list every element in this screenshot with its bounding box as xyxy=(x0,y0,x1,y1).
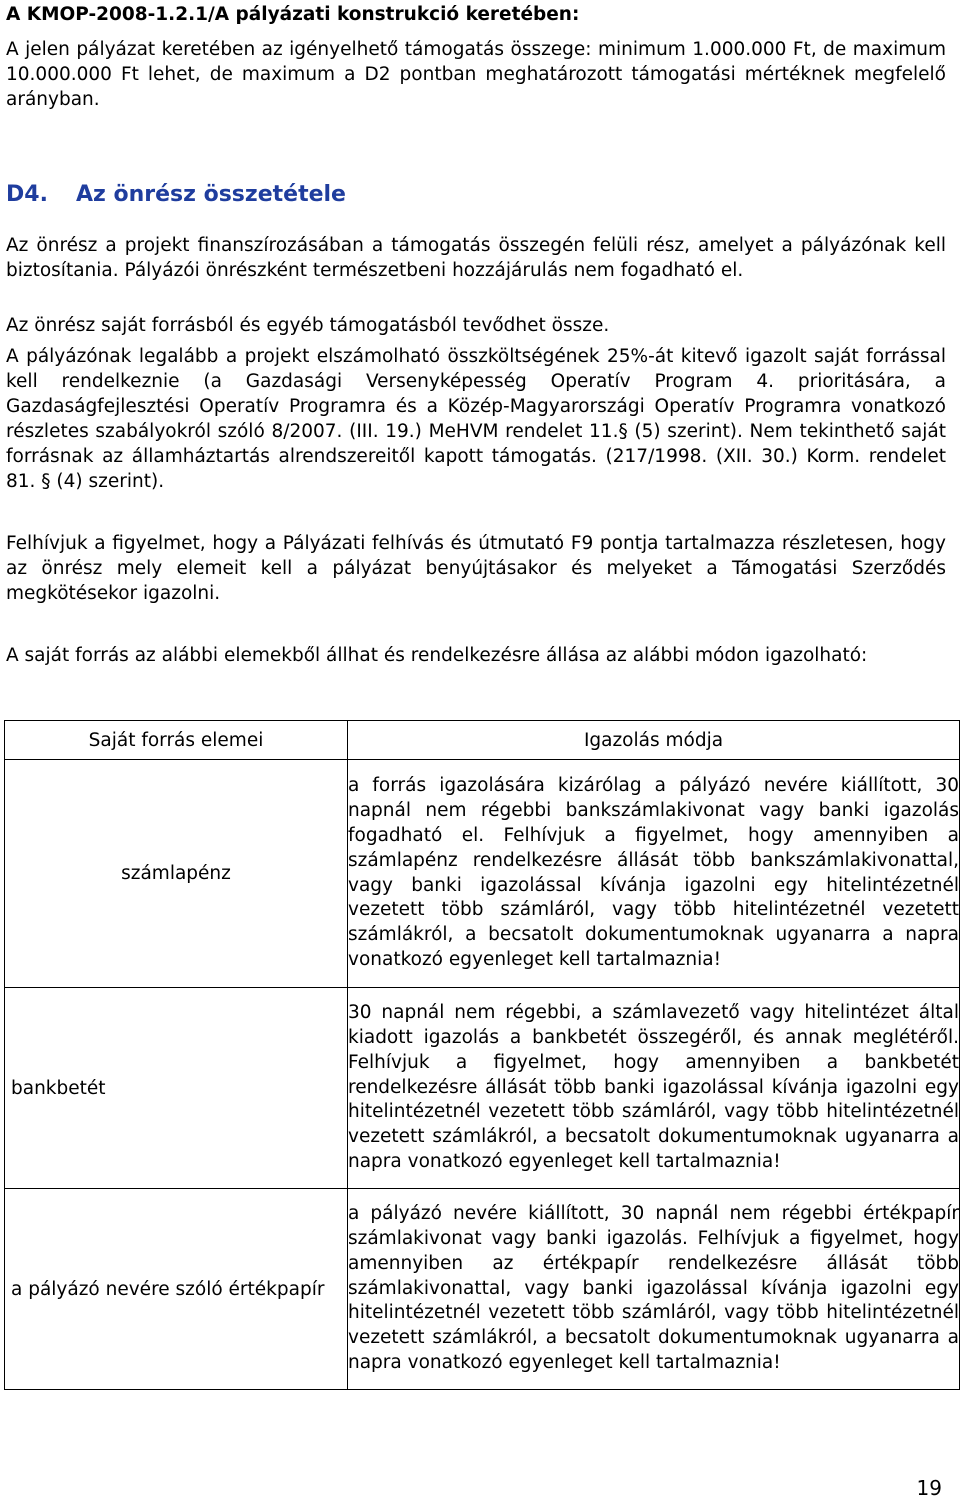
paragraph-requirement: A pályázónak legalább a projekt elszámolható összköltségének 25%-át kitevő igazolt saját forrással kell rendelkeznie (a Gazdasági Versenyképesség Operatív Program 4. prioritására, a Gazdaságfejlesztési Operatív Programra és a Közép-Magyarországi Operatív Programra vonatkozó részletes szabályokról szóló 8/2007. (III. 19.) MeHVM rendelet 11.§ (5) szerint). Nem tekinthető saját forrásnak az államháztartás alrendszereitől kapott támogatás. (217/1998. (XII. 30.) Korm. rendelet 81. § (4) szerint). xyxy=(6,346,946,492)
table-cell-element: bankbetét xyxy=(5,988,348,1189)
table-header-proof: Igazolás módja xyxy=(348,721,960,760)
paragraph-table-intro: A saját forrás az alábbi elemekből állhat és rendelkezésre állása az alábbi módon igazolható: xyxy=(6,645,868,666)
table-row xyxy=(5,1189,960,1390)
own-source-table xyxy=(4,720,960,1390)
table-cell-element: a pályázó nevére szóló értékpapír xyxy=(5,1189,348,1390)
paragraph-notice: Felhívjuk a figyelmet, hogy a Pályázati felhívás és útmutató F9 pontja tartalmazza részletesen, hogy az önrész mely elemeit kell a pályázat benyújtásakor és melyeket a Támogatási Szerződés megkötésekor igazolni. xyxy=(6,533,946,604)
section-title: Az önrész összetétele xyxy=(76,182,346,207)
page-number: 19 xyxy=(916,1476,942,1500)
table-cell-proof: a forrás igazolására kizárólag a pályázó nevére kiállított, 30 napnál nem régebbi bankszámlakivonat vagy banki igazolás fogadható el. Felhívjuk a figyelmet, hogy amennyiben a számlapénz rendelkezésre állását több bankszámlakivonattal, vagy banki igazolással kívánja igazolni egy hitelintézetnél vezetett több számláról, vagy több hitelintézetnél vezetett számlákról, a becsatolt dokumentumoknak ugyanarra a napra vonatkozó egyenleget kell tartalmaznia! xyxy=(348,760,960,988)
paragraph-definition: Az önrész a projekt finanszírozásában a támogatás összegén felüli rész, amelyet a pályázónak kell biztosítania. Pályázói önrészként természetbeni hozzájárulás nem fogadható el. xyxy=(6,235,946,281)
section-heading xyxy=(6,180,346,210)
table-header-row xyxy=(5,721,960,760)
table-cell-proof: 30 napnál nem régebbi, a számlavezető vagy hitelintézet által kiadott igazolás a bankbetét összegéről, és annak meglétéről. Felhívjuk a figyelmet, hogy amennyiben a bankbetét rendelkezésre állását több banki igazolással kívánja igazolni egy hitelintézetnél vezetett több számláról, vagy több hitelintézetnél vezetett számlákról, a becsatolt dokumentumoknak ugyanarra a napra vonatkozó egyenleget kell tartalmaznia! xyxy=(348,988,960,1189)
section-number: D4. xyxy=(6,182,48,207)
table-row xyxy=(5,988,960,1189)
page-header-title: A KMOP-2008-1.2.1/A pályázati konstrukció keretében: xyxy=(6,4,580,25)
paragraph-composition: Az önrész saját forrásból és egyéb támogatásból tevődhet össze. xyxy=(6,315,610,336)
table-cell-proof: a pályázó nevére kiállított, 30 napnál nem régebbi értékpapír számlakivonat vagy banki igazolás. Felhívjuk a figyelmet, hogy amennyiben az értékpapír rendelkezésre állását több számlakivonattal, vagy banki igazolással kívánja igazolni egy hitelintézetnél vezetett több számláról, vagy több hitelintézetnél vezetett számlákról, a becsatolt dokumentumoknak ugyanarra a napra vonatkozó egyenleget kell tartalmaznia! xyxy=(348,1189,960,1390)
table-cell-element: számlapénz xyxy=(5,760,348,988)
intro-paragraph: A jelen pályázat keretében az igényelhető támogatás összege: minimum 1.000.000 Ft, de maximum 10.000.000 Ft lehet, de maximum a D2 pontban meghatározott támogatási mértéknek megfelelő arányban. xyxy=(6,39,946,110)
table-header-elements: Saját forrás elemei xyxy=(5,721,348,760)
table-row xyxy=(5,760,960,988)
